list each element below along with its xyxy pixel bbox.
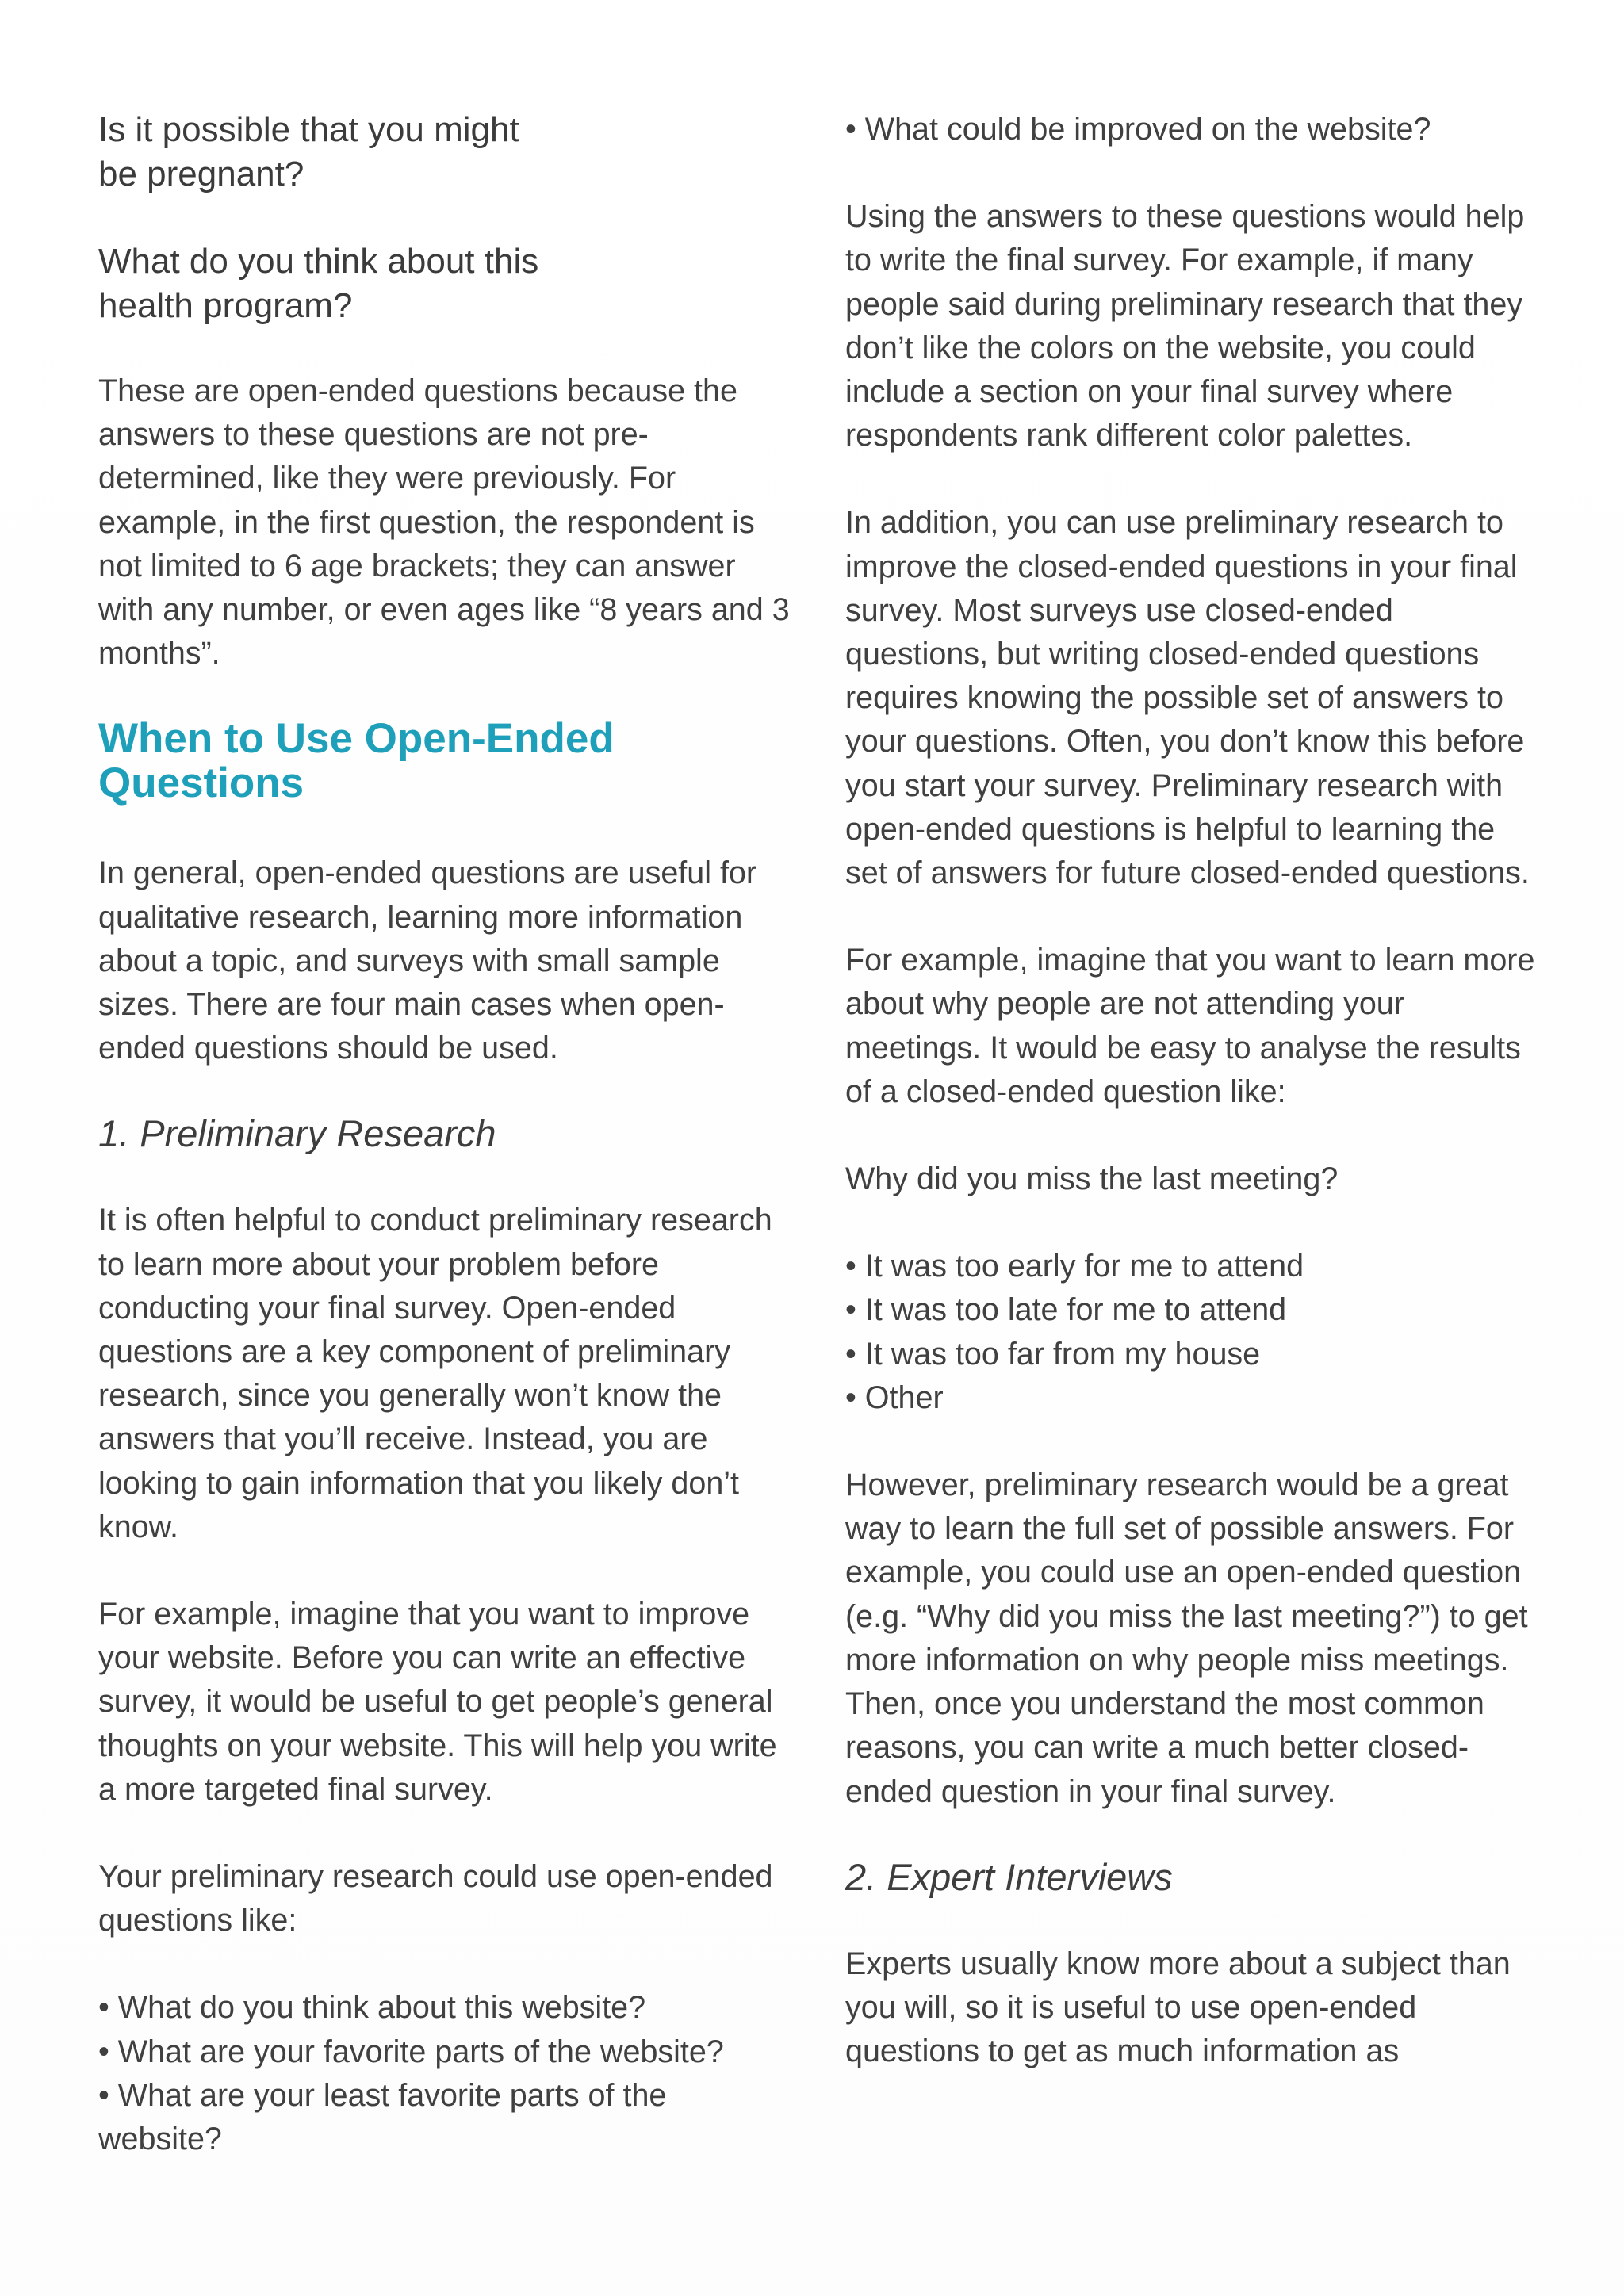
paragraph-website-example: For example, imagine that you want to improve your website. Before you can write an effective survey, it would be useful to get people’s general thoughts on your website. This will help you write a more targeted final survey.	[98, 1597, 777, 1807]
question-heading-pregnant	[98, 108, 796, 197]
website-question-list	[98, 1986, 796, 2161]
paragraph-closed-ended-improvement: In addition, you can use preliminary research to improve the closed-ended questions in your final survey. Most surveys use closed-ended questions, but writing closed-ended questions requires knowing the possible set of answers to your questions. Often, you don’t know this before you start your survey. Preliminary research with open-ended questions is helpful to learning the set of answers for future closed-ended questions.	[845, 505, 1530, 891]
right-column	[845, 101, 1543, 2073]
question-heading-pregnant-text: Is it possible that you might be pregnant?	[98, 110, 519, 193]
list-item: • What could be improved on the website?	[845, 112, 1431, 147]
paragraph-meeting-example: For example, imagine that you want to learn more about why people are not attending your meetings. It would be easy to analyse the results of a closed-ended question like:	[845, 943, 1535, 1109]
section-title: When to Use Open-Ended Questions	[98, 715, 615, 807]
list-item: • What do you think about this website?	[98, 1990, 646, 2026]
paragraph-preliminary-benefit: However, preliminary research would be a great way to learn the full set of possible answers. For example, you could use an open-ended question (e.g. “Why did you miss the last meeting?”) to get more information on why people miss meetings. Then, once you understand the most common reasons, you can write a much better closed-ended question in your final survey.	[845, 1468, 1528, 1809]
list-item: • What are your least favorite parts of the website?	[98, 2077, 667, 2157]
example-question: Why did you miss the last meeting?	[845, 1161, 1339, 1197]
subheading-expert-interviews: 2. Expert Interviews	[845, 1855, 1173, 1898]
paragraph-general-usage: In general, open-ended questions are useful for qualitative research, learning more information about a topic, and surveys with small sample sizes. There are four main cases when open-ended questions should be used.	[98, 855, 757, 1066]
paragraph-open-ended-explanation: These are open-ended questions because the answers to these questions are not pre-determined, like they were previously. For example, in the first question, the respondent is not limited to 6 age brackets; they can answer with any number, or even ages like “8 years and 3 months”.	[98, 373, 790, 672]
question-heading-health-program	[98, 239, 796, 328]
list-item: • Other	[845, 1380, 944, 1415]
website-question-list-continued	[845, 108, 1543, 151]
paragraph-open-ended-intro: Your preliminary research could use open-ended questions like:	[98, 1859, 773, 1938]
answer-options-list	[845, 1245, 1543, 1420]
paragraph-preliminary-research: It is often helpful to conduct preliminary research to learn more about your problem before conducting your final survey. Open-ended questions are a key component of preliminary research, since you generally won’t know the answers that you’ll receive. Instead, you are looking to gain information that you likely don’t know.	[98, 1203, 772, 1544]
subheading-preliminary-research: 1. Preliminary Research	[98, 1112, 496, 1155]
question-heading-health-program-text: What do you think about this health program?	[98, 242, 539, 325]
paragraph-experts: Experts usually know more about a subject than you will, so it is useful to use open-ended questions to get as much information as	[845, 1946, 1511, 2069]
list-item: • What are your favorite parts of the website?	[98, 2034, 724, 2069]
list-item: • It was too late for me to attend	[845, 1292, 1287, 1328]
list-item: • It was too far from my house	[845, 1336, 1261, 1372]
left-column	[98, 101, 796, 2161]
list-item: • It was too early for me to attend	[845, 1249, 1304, 1284]
paragraph-using-answers: Using the answers to these questions would help to write the final survey. For example, if many people said during preliminary research that they don’t like the colors on the website, you could include a section on your final survey where respondents rank different color palettes.	[845, 199, 1525, 453]
